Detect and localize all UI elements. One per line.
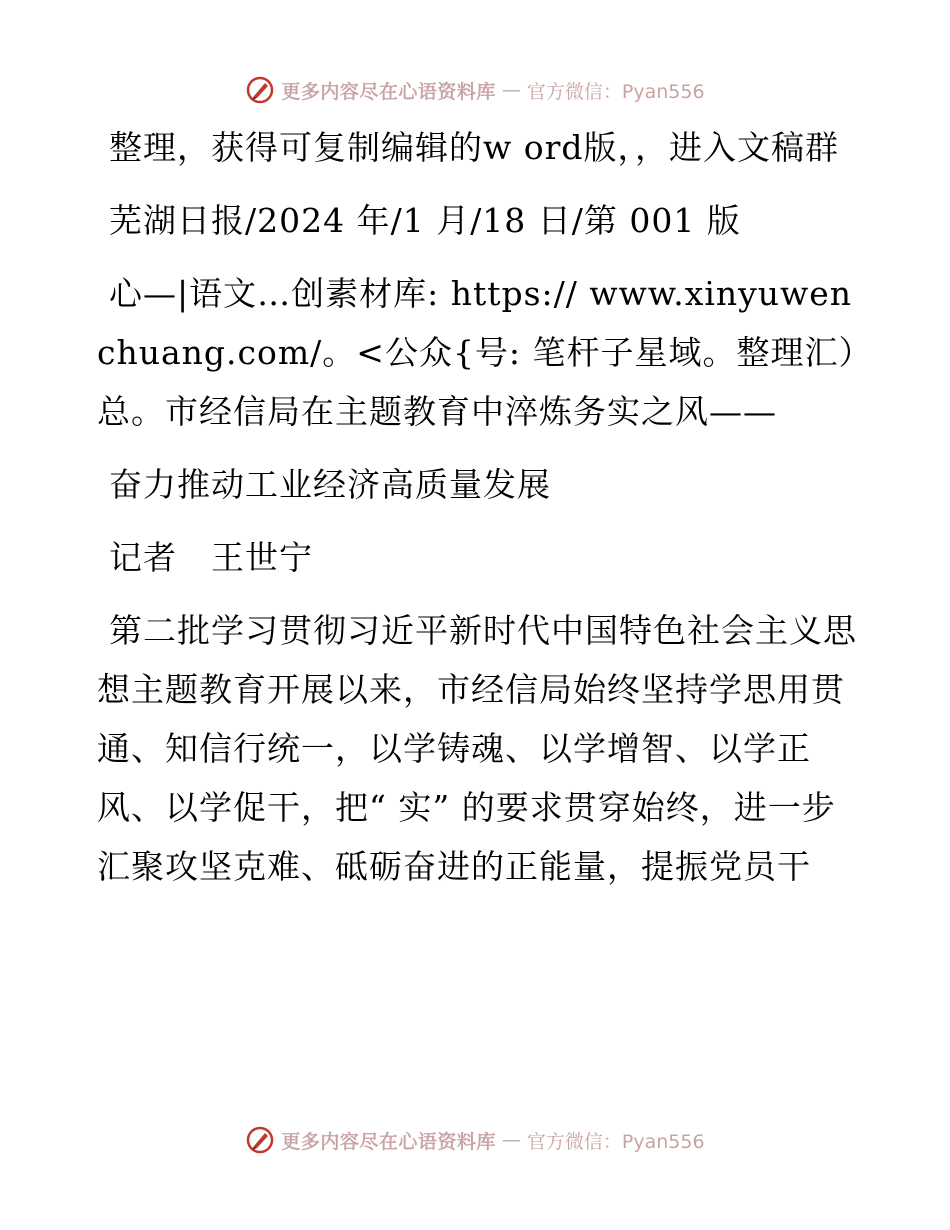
footer-watermark bbox=[0, 1120, 950, 1160]
intro-paragraph: 整理，获得可复制编辑的w ord版，，进入文稿群 bbox=[109, 128, 840, 167]
header-watermark bbox=[0, 70, 950, 110]
watermark-separator: — bbox=[501, 79, 521, 101]
pen-circle-logo-icon bbox=[245, 1125, 275, 1155]
subheadline: 奋力推动工业经济高质量发展 bbox=[109, 465, 551, 504]
watermark-wechat-text: 官方微信：Pyan556 bbox=[526, 80, 705, 103]
watermark-separator: — bbox=[501, 1129, 521, 1151]
watermark-wechat-text: 官方微信：Pyan556 bbox=[526, 1130, 705, 1153]
watermark-site-text: 更多内容尽在心语资料库 bbox=[281, 1130, 496, 1153]
source-line: 芜湖日报/2024 年/1 月/18 日/第 001 版 bbox=[109, 201, 741, 240]
promo-headline-paragraph: 心—|语文…创素材库: https:// www.xinyuwenchuang.com/。<公众{号: 笔杆子星域。整理汇）总。市经信局在主题教育中淬炼务实之风—— bbox=[97, 274, 857, 431]
byline: 记者 王世宁 bbox=[109, 538, 313, 577]
body-paragraph: 第二批学习贯彻习近平新时代中国特色社会主义思想主题教育开展以来，市经信局始终坚持学思用贯通、知信行统一，以学铸魂、以学增智、以学正风、以学促干，把“ 实” 的要求贯穿始终，进一步汇聚攻坚克难、砥砺奋进的正能量，提振党员干 bbox=[97, 611, 857, 886]
pen-circle-logo-icon bbox=[245, 75, 275, 105]
watermark-site-text: 更多内容尽在心语资料库 bbox=[281, 80, 496, 103]
document-body bbox=[97, 118, 857, 910]
